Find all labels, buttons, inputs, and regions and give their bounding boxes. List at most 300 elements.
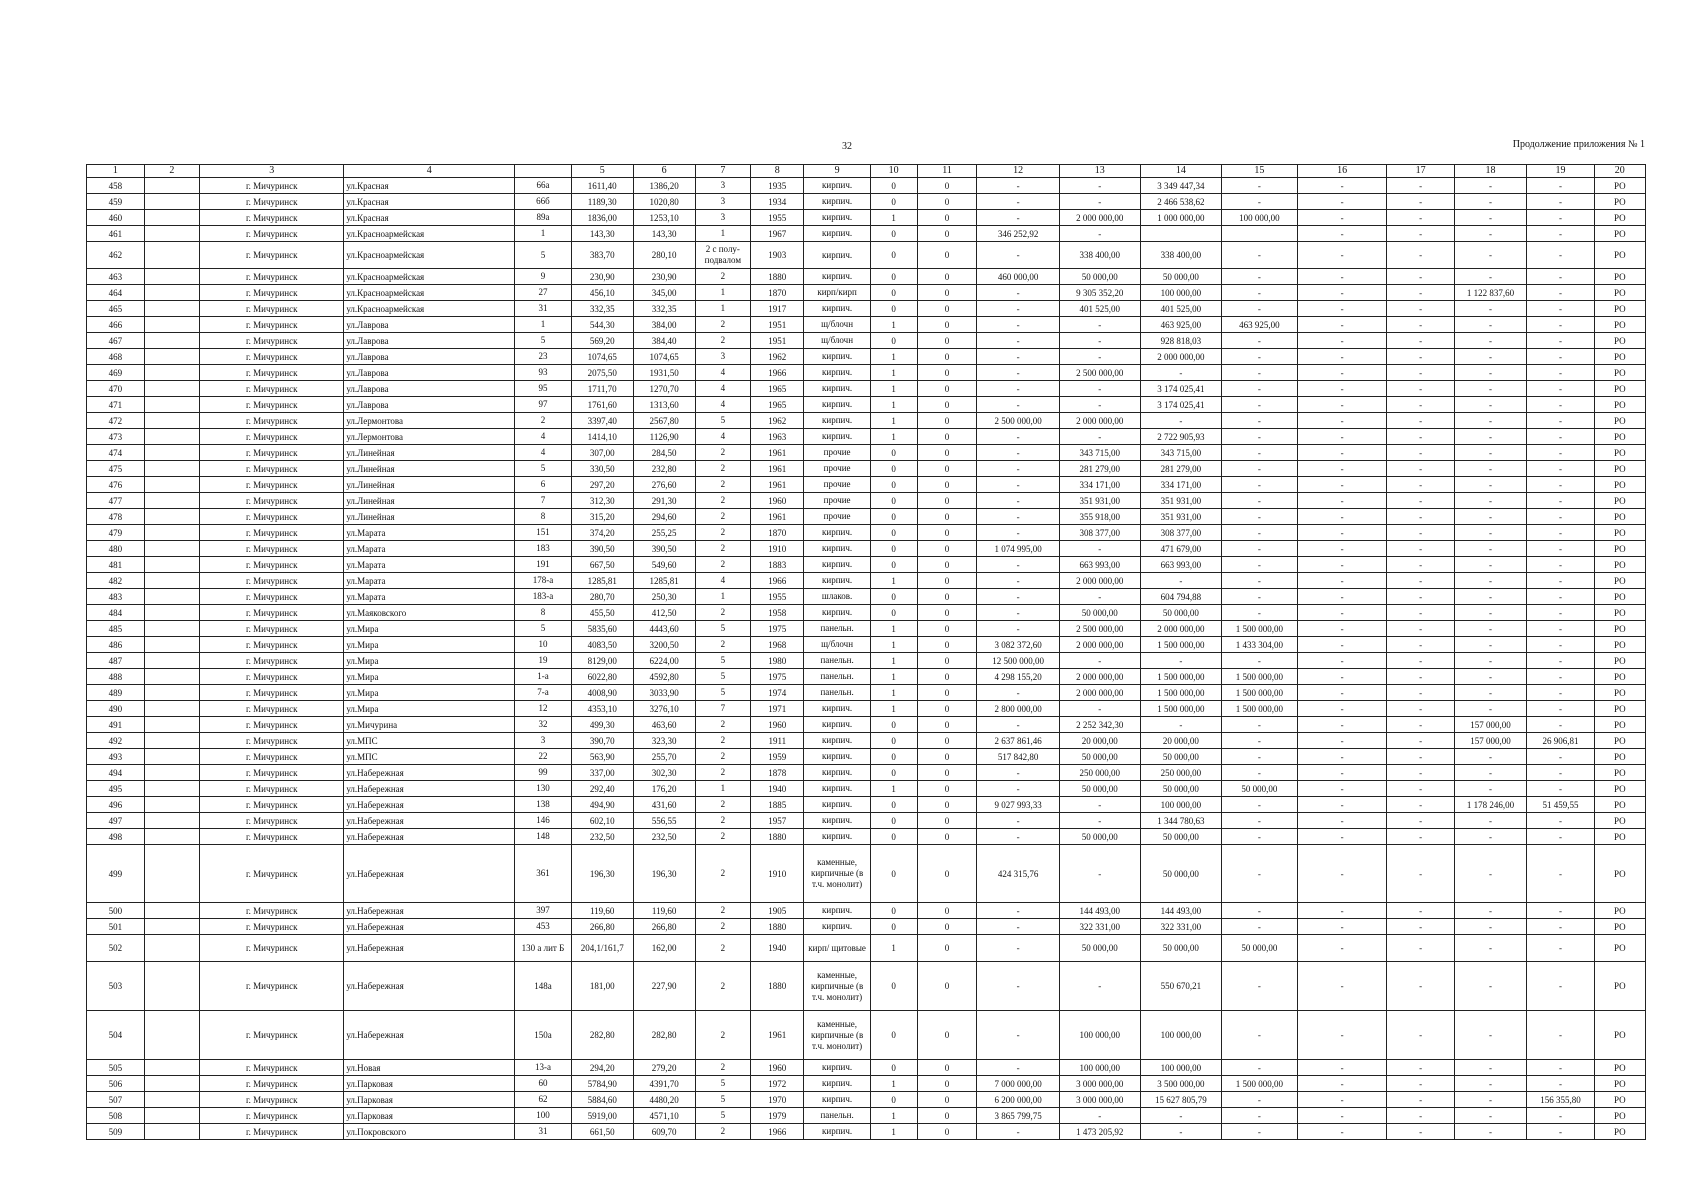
table-cell: 1975	[751, 621, 804, 637]
table-cell: 464	[87, 285, 145, 301]
table-cell	[144, 445, 200, 461]
table-cell: кирпич.	[804, 573, 870, 589]
table-row	[87, 525, 1646, 541]
table-cell: ул.Марата	[344, 541, 515, 557]
table-cell: 60	[515, 1076, 572, 1092]
table-cell: 0	[917, 317, 977, 333]
table-cell: кирпич.	[804, 1092, 870, 1108]
table-cell	[144, 365, 200, 381]
table-cell: 2 000 000,00	[1059, 573, 1140, 589]
table-cell: -	[977, 317, 1059, 333]
table-cell: 1285,81	[633, 573, 695, 589]
table-cell: -	[1221, 301, 1297, 317]
table-cell: РО	[1594, 589, 1645, 605]
table-cell: 0	[917, 845, 977, 903]
table-cell: 498	[87, 829, 145, 845]
table-cell: 550 670,21	[1140, 962, 1221, 1011]
table-cell: 50 000,00	[1140, 781, 1221, 797]
table-cell: -	[1297, 749, 1387, 765]
table-cell: 1	[870, 1124, 917, 1140]
table-cell: 2 000 000,00	[1059, 669, 1140, 685]
table-row	[87, 829, 1646, 845]
table-cell: 0	[870, 194, 917, 210]
table-cell: 20 000,00	[1059, 733, 1140, 749]
table-cell: 183-а	[515, 589, 572, 605]
table-cell: -	[1059, 317, 1140, 333]
table-cell: 0	[917, 733, 977, 749]
table-cell: 5	[695, 685, 751, 701]
table-cell: -	[1454, 509, 1527, 525]
table-cell: -	[1297, 813, 1387, 829]
table-cell: -	[1387, 605, 1454, 621]
table-cell: 0	[917, 653, 977, 669]
table-cell: 0	[870, 269, 917, 285]
table-cell: 0	[870, 765, 917, 781]
table-cell: 2	[695, 605, 751, 621]
column-number: 20	[1594, 165, 1645, 178]
table-cell: 334 171,00	[1059, 477, 1140, 493]
table-cell: 50 000,00	[1140, 749, 1221, 765]
table-cell: 1 473 205,92	[1059, 1124, 1140, 1140]
table-cell: -	[977, 397, 1059, 413]
table-cell: -	[977, 1060, 1059, 1076]
table-cell: -	[1221, 477, 1297, 493]
table-cell: 2	[695, 637, 751, 653]
table-cell: -	[1454, 194, 1527, 210]
table-cell: 0	[917, 269, 977, 285]
table-cell: -	[1297, 701, 1387, 717]
table-cell: -	[1297, 765, 1387, 781]
table-cell: г. Мичуринск	[200, 397, 344, 413]
table-cell: 294,60	[633, 509, 695, 525]
table-row	[87, 509, 1646, 525]
table-cell: 390,50	[633, 541, 695, 557]
table-cell: ул.Покровского	[344, 1124, 515, 1140]
table-row	[87, 717, 1646, 733]
table-cell: 0	[917, 701, 977, 717]
column-number: 4	[344, 165, 515, 178]
table-cell: -	[1221, 525, 1297, 541]
table-cell: 7	[695, 701, 751, 717]
table-cell: ул.МПС	[344, 733, 515, 749]
table-cell: 5919,00	[571, 1108, 633, 1124]
column-number: 14	[1140, 165, 1221, 178]
table-cell: 308 377,00	[1140, 525, 1221, 541]
table-cell: 148	[515, 829, 572, 845]
table-cell: 338 400,00	[1140, 242, 1221, 269]
table-cell: 1	[870, 1108, 917, 1124]
table-cell: -	[1454, 301, 1527, 317]
table-cell: 1	[515, 317, 572, 333]
table-cell: -	[1454, 589, 1527, 605]
table-cell: -	[1454, 962, 1527, 1011]
table-cell: -	[1297, 461, 1387, 477]
table-cell	[1140, 226, 1221, 242]
table-cell: кирпич.	[804, 397, 870, 413]
table-cell: 469	[87, 365, 145, 381]
table-cell: -	[1454, 1092, 1527, 1108]
table-cell: -	[1454, 381, 1527, 397]
table-cell: г. Мичуринск	[200, 269, 344, 285]
table-cell: -	[977, 461, 1059, 477]
table-cell: 0	[917, 685, 977, 701]
table-cell: 2 800 000,00	[977, 701, 1059, 717]
table-cell: г. Мичуринск	[200, 178, 344, 194]
table-cell: ул.Линейная	[344, 493, 515, 509]
table-cell: 0	[870, 477, 917, 493]
table-cell: г. Мичуринск	[200, 935, 344, 962]
table-cell	[144, 413, 200, 429]
table-cell: г. Мичуринск	[200, 653, 344, 669]
table-cell: 0	[917, 397, 977, 413]
table-cell: -	[1221, 461, 1297, 477]
table-cell: 1	[870, 349, 917, 365]
table-cell: г. Мичуринск	[200, 765, 344, 781]
table-cell: -	[1527, 685, 1594, 701]
table-cell: -	[977, 829, 1059, 845]
table-cell: 0	[870, 813, 917, 829]
table-row	[87, 381, 1646, 397]
table-cell: -	[1527, 605, 1594, 621]
table-cell: 1940	[751, 935, 804, 962]
table-cell: 460 000,00	[977, 269, 1059, 285]
table-cell: -	[1387, 365, 1454, 381]
table-cell: -	[1059, 653, 1140, 669]
table-cell	[144, 685, 200, 701]
table-cell: 1957	[751, 813, 804, 829]
table-cell: 1966	[751, 365, 804, 381]
table-cell: 181,00	[571, 962, 633, 1011]
table-cell: РО	[1594, 903, 1645, 919]
table-cell: 100 000,00	[1140, 285, 1221, 301]
table-cell: -	[1527, 397, 1594, 413]
table-cell: г. Мичуринск	[200, 1108, 344, 1124]
table-cell: -	[1387, 194, 1454, 210]
table-cell: г. Мичуринск	[200, 605, 344, 621]
table-row	[87, 301, 1646, 317]
table-cell: РО	[1594, 685, 1645, 701]
table-cell: -	[977, 429, 1059, 445]
table-cell: 281 279,00	[1140, 461, 1221, 477]
table-cell: кирпич.	[804, 301, 870, 317]
table-cell: -	[1454, 685, 1527, 701]
table-cell: РО	[1594, 429, 1645, 445]
table-cell: 9 305 352,20	[1059, 285, 1140, 301]
table-cell: г. Мичуринск	[200, 717, 344, 733]
table-cell: г. Мичуринск	[200, 621, 344, 637]
table-cell: 9 027 993,33	[977, 797, 1059, 813]
table-cell: -	[1221, 1108, 1297, 1124]
table-cell: -	[1059, 845, 1140, 903]
table-cell: -	[977, 349, 1059, 365]
table-cell: 0	[917, 919, 977, 935]
table-cell: 100 000,00	[1140, 1060, 1221, 1076]
table-cell: 602,10	[571, 813, 633, 829]
table-cell: кирпич.	[804, 381, 870, 397]
table-cell: 0	[870, 333, 917, 349]
table-cell: 1 500 000,00	[1221, 1076, 1297, 1092]
table-cell: ул.Набережная	[344, 845, 515, 903]
table-cell: -	[977, 621, 1059, 637]
table-cell: 162,00	[633, 935, 695, 962]
table-row	[87, 749, 1646, 765]
table-cell: -	[1221, 493, 1297, 509]
table-cell: РО	[1594, 301, 1645, 317]
table-cell: ул.Красная	[344, 194, 515, 210]
table-cell: 5	[695, 669, 751, 685]
table-row	[87, 733, 1646, 749]
table-row	[87, 573, 1646, 589]
table-cell: панельн.	[804, 653, 870, 669]
table-cell: 0	[917, 781, 977, 797]
table-cell: 0	[870, 541, 917, 557]
table-cell: 2	[695, 557, 751, 573]
table-cell: -	[1454, 935, 1527, 962]
table-cell: 351 931,00	[1059, 493, 1140, 509]
table-cell: 297,20	[571, 477, 633, 493]
table-cell: 346 252,92	[977, 226, 1059, 242]
table-cell: 2	[695, 903, 751, 919]
table-cell: кирпич.	[804, 194, 870, 210]
table-cell: 1	[515, 226, 572, 242]
table-cell: 0	[870, 226, 917, 242]
table-cell: г. Мичуринск	[200, 413, 344, 429]
table-cell: -	[1454, 317, 1527, 333]
table-cell: -	[1387, 333, 1454, 349]
table-cell: 0	[870, 589, 917, 605]
table-cell: РО	[1594, 701, 1645, 717]
table-cell: 0	[917, 210, 977, 226]
table-cell: РО	[1594, 829, 1645, 845]
table-cell: РО	[1594, 194, 1645, 210]
table-cell: -	[1059, 589, 1140, 605]
table-cell: 1975	[751, 669, 804, 685]
table-cell	[144, 1108, 200, 1124]
table-cell: 2	[695, 962, 751, 1011]
table-cell: 3 082 372,60	[977, 637, 1059, 653]
table-cell: -	[1527, 557, 1594, 573]
table-cell: ул.Лаврова	[344, 397, 515, 413]
table-cell: 100 000,00	[1059, 1060, 1140, 1076]
table-cell: -	[1297, 1124, 1387, 1140]
table-cell: -	[1221, 381, 1297, 397]
table-cell: -	[1059, 194, 1140, 210]
table-cell: ул.Красноармейская	[344, 285, 515, 301]
table-cell: ул.Красная	[344, 210, 515, 226]
table-cell: -	[1059, 381, 1140, 397]
table-row	[87, 269, 1646, 285]
table-cell: ул.Лермонтова	[344, 413, 515, 429]
table-cell: 250 000,00	[1059, 765, 1140, 781]
table-cell: 5884,60	[571, 1092, 633, 1108]
column-number: 1	[87, 165, 145, 178]
table-cell: -	[1297, 525, 1387, 541]
table-cell: 50 000,00	[1059, 749, 1140, 765]
table-cell: РО	[1594, 919, 1645, 935]
table-cell: 2	[695, 797, 751, 813]
table-cell: 1935	[751, 178, 804, 194]
table-row	[87, 935, 1646, 962]
table-cell: 13-а	[515, 1060, 572, 1076]
column-number: 5	[571, 165, 633, 178]
column-number: 19	[1527, 165, 1594, 178]
table-cell: 1	[870, 397, 917, 413]
table-cell: кирпич.	[804, 781, 870, 797]
table-cell: 479	[87, 525, 145, 541]
table-cell: 31	[515, 301, 572, 317]
table-cell: -	[1454, 461, 1527, 477]
table-cell: 6022,80	[571, 669, 633, 685]
table-cell: 1961	[751, 445, 804, 461]
table-cell: -	[1140, 717, 1221, 733]
table-cell: -	[977, 493, 1059, 509]
table-cell: 100 000,00	[1140, 1011, 1221, 1060]
table-cell: 489	[87, 685, 145, 701]
table-cell: РО	[1594, 733, 1645, 749]
table-cell: 0	[870, 717, 917, 733]
table-cell: кирпич.	[804, 242, 870, 269]
table-cell: 4 298 155,20	[977, 669, 1059, 685]
table-cell: 0	[917, 1124, 977, 1140]
table-cell: -	[1527, 413, 1594, 429]
table-cell	[144, 557, 200, 573]
table-cell: -	[1527, 781, 1594, 797]
table-cell: -	[1527, 541, 1594, 557]
table-cell: 1965	[751, 381, 804, 397]
table-cell: 2	[695, 733, 751, 749]
table-cell: -	[1387, 717, 1454, 733]
table-cell	[144, 935, 200, 962]
table-cell: ул.Мира	[344, 621, 515, 637]
column-number: 3	[200, 165, 344, 178]
table-cell: кирпич.	[804, 701, 870, 717]
table-cell	[144, 1092, 200, 1108]
table-cell: -	[1387, 178, 1454, 194]
table-cell: -	[1221, 445, 1297, 461]
table-cell: 488	[87, 669, 145, 685]
table-cell	[144, 813, 200, 829]
table-cell: -	[1387, 429, 1454, 445]
table-cell: 468	[87, 349, 145, 365]
table-cell: РО	[1594, 1060, 1645, 1076]
table-cell: 0	[917, 829, 977, 845]
table-cell: 351 931,00	[1140, 509, 1221, 525]
table-cell: 0	[917, 717, 977, 733]
table-cell: 66а	[515, 178, 572, 194]
table-cell: -	[1527, 269, 1594, 285]
table-cell	[144, 1011, 200, 1060]
table-cell: 250,30	[633, 589, 695, 605]
table-cell: 0	[870, 301, 917, 317]
table-row	[87, 637, 1646, 653]
table-cell: 2	[695, 509, 751, 525]
table-cell: 482	[87, 573, 145, 589]
table-cell: -	[1140, 365, 1221, 381]
table-row	[87, 397, 1646, 413]
table-cell: -	[1297, 653, 1387, 669]
table-cell: 1	[870, 701, 917, 717]
table-cell: -	[1387, 1076, 1454, 1092]
table-cell: -	[1059, 178, 1140, 194]
table-cell: -	[1297, 919, 1387, 935]
table-cell: 5	[695, 413, 751, 429]
table-cell: 1960	[751, 717, 804, 733]
table-cell: РО	[1594, 461, 1645, 477]
table-cell: ул.Марата	[344, 557, 515, 573]
table-cell: -	[1387, 493, 1454, 509]
table-cell: 12	[515, 701, 572, 717]
table-cell: 2	[695, 493, 751, 509]
table-cell: РО	[1594, 845, 1645, 903]
table-cell: 2	[695, 269, 751, 285]
table-cell: 460	[87, 210, 145, 226]
table-cell: ул.Парковая	[344, 1092, 515, 1108]
table-cell	[144, 781, 200, 797]
table-cell: -	[1387, 621, 1454, 637]
table-cell: 517 842,80	[977, 749, 1059, 765]
table-cell: 474	[87, 445, 145, 461]
table-cell: РО	[1594, 669, 1645, 685]
table-row	[87, 685, 1646, 701]
table-cell: -	[1387, 381, 1454, 397]
table-cell: -	[977, 717, 1059, 733]
table-cell: 5	[695, 1108, 751, 1124]
table-cell: 1	[695, 226, 751, 242]
column-number: 15	[1221, 165, 1297, 178]
table-cell: -	[1221, 1092, 1297, 1108]
table-cell: кирпич.	[804, 717, 870, 733]
table-cell: -	[1454, 919, 1527, 935]
table-cell: г. Мичуринск	[200, 573, 344, 589]
table-cell	[144, 509, 200, 525]
table-cell: 5	[695, 1076, 751, 1092]
table-cell: -	[1454, 637, 1527, 653]
table-cell: -	[977, 210, 1059, 226]
table-cell: 1	[695, 285, 751, 301]
table-cell: 609,70	[633, 1124, 695, 1140]
table-cell: -	[1387, 301, 1454, 317]
table-cell: ул.Марата	[344, 525, 515, 541]
table-cell: -	[1387, 589, 1454, 605]
table-cell: 463 925,00	[1140, 317, 1221, 333]
table-cell: 0	[870, 493, 917, 509]
table-cell: -	[1140, 573, 1221, 589]
table-cell: 384,40	[633, 333, 695, 349]
table-cell: -	[1221, 429, 1297, 445]
table-cell: 1911	[751, 733, 804, 749]
table-cell: 2 722 905,93	[1140, 429, 1221, 445]
table-cell: -	[1527, 381, 1594, 397]
table-cell: 5	[515, 333, 572, 349]
table-cell: 0	[870, 1060, 917, 1076]
table-row	[87, 1108, 1646, 1124]
table-cell: кирпич.	[804, 525, 870, 541]
table-cell: -	[977, 765, 1059, 781]
table-cell: 1 500 000,00	[1140, 701, 1221, 717]
table-cell: шлаков.	[804, 589, 870, 605]
table-cell: кирпич.	[804, 541, 870, 557]
table-row	[87, 210, 1646, 226]
table-cell: 501	[87, 919, 145, 935]
table-cell: кирпич.	[804, 1060, 870, 1076]
table-cell: 1880	[751, 919, 804, 935]
table-cell: 1126,90	[633, 429, 695, 445]
table-cell: -	[1059, 797, 1140, 813]
table-cell: 401 525,00	[1059, 301, 1140, 317]
table-cell: кирпич.	[804, 903, 870, 919]
table-cell: щ/блочн	[804, 317, 870, 333]
table-cell	[144, 397, 200, 413]
